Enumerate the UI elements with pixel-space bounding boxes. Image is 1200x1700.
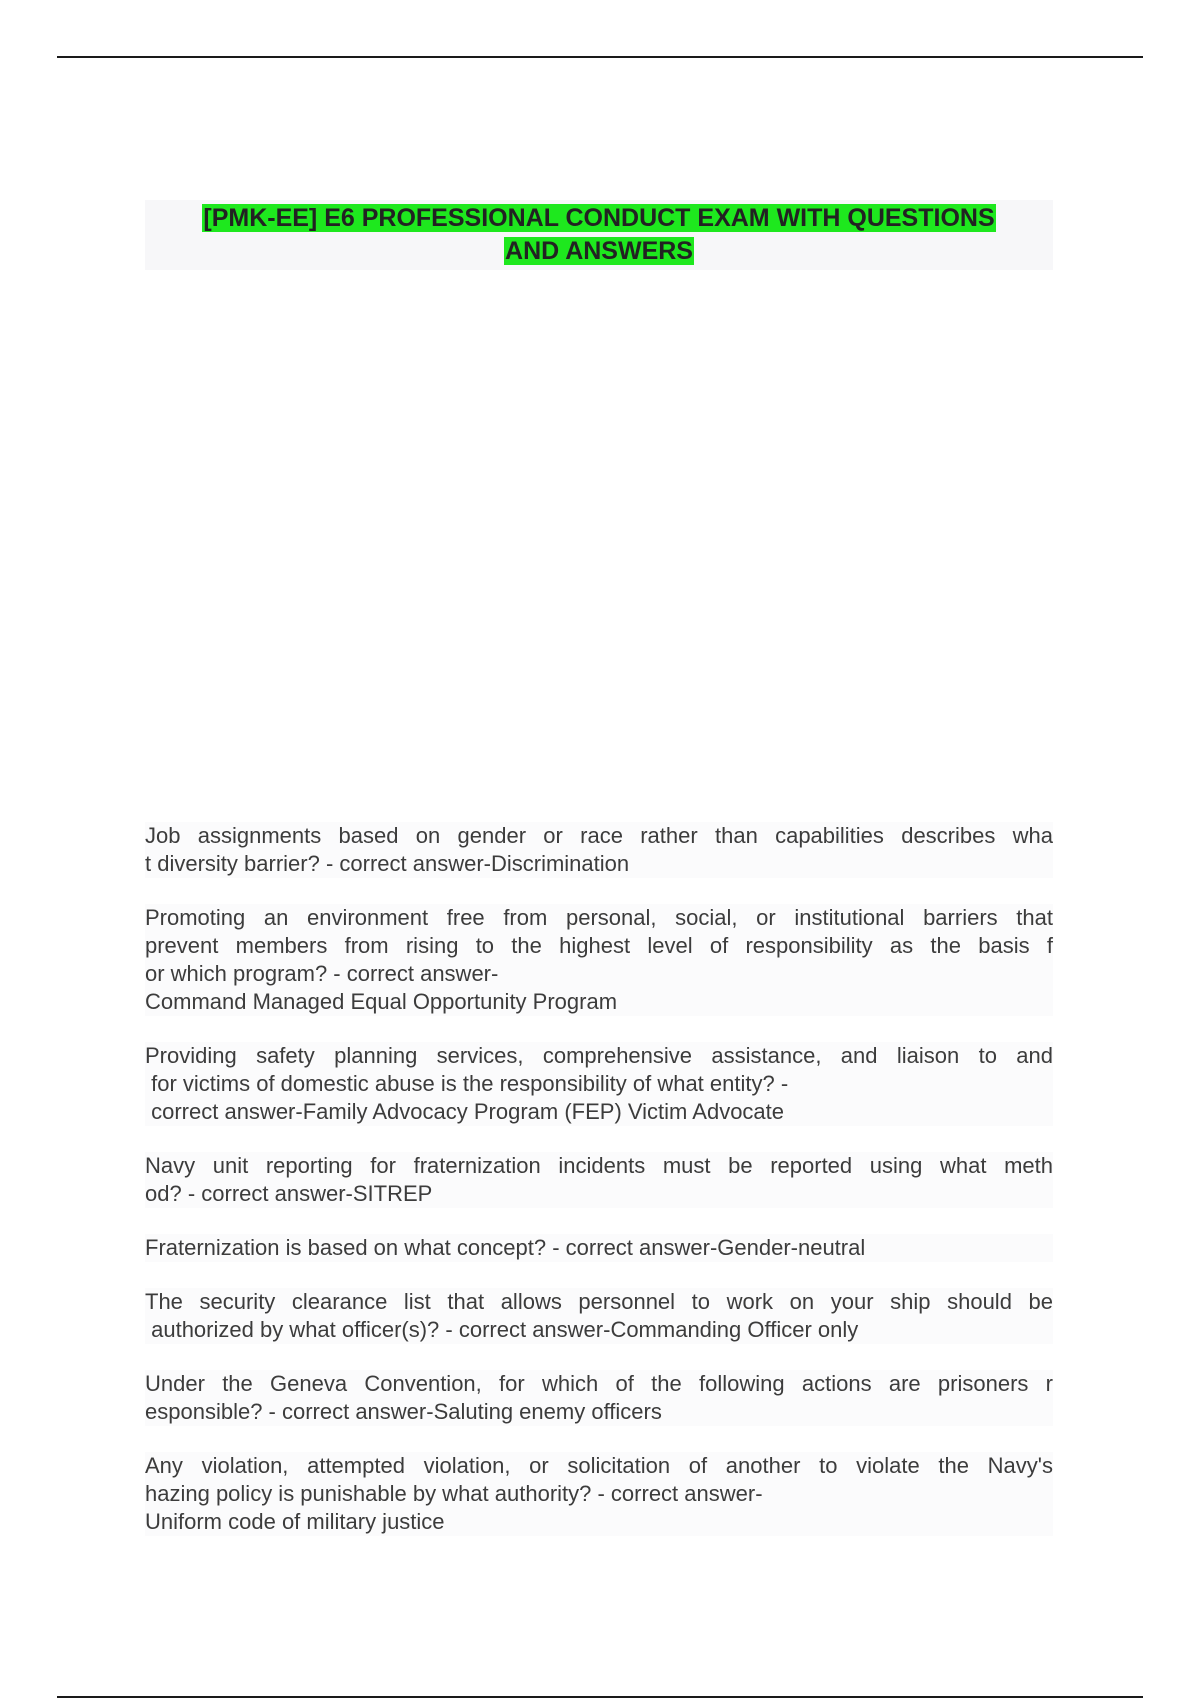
- qa-line: Fraternization is based on what concept? - correct answer-Gender-neutral: [145, 1235, 866, 1260]
- qa-line: esponsible? - correct answer-Saluting enemy officers: [145, 1399, 662, 1424]
- qa-line: The security clearance list that allows personnel to work on your ship should be: [145, 1289, 1053, 1314]
- qa-line: for victims of domestic abuse is the responsibility of what entity? -: [145, 1071, 789, 1096]
- qa-line: Under the Geneva Convention, for which of the following actions are prisoners r: [145, 1371, 1053, 1396]
- qa-item: [145, 1452, 1053, 1536]
- qa-line: Providing safety planning services, comprehensive assistance, and liaison to and: [145, 1043, 1053, 1068]
- document-title: [145, 200, 1053, 270]
- qa-line: Promoting an environment free from personal, social, or institutional barriers that: [145, 905, 1053, 930]
- qa-item: [145, 822, 1053, 878]
- qa-item: [145, 1042, 1053, 1126]
- qa-line: authorized by what officer(s)? - correct answer-Commanding Officer only: [145, 1317, 859, 1342]
- qa-item: [145, 1152, 1053, 1208]
- top-rule: [57, 56, 1143, 58]
- qa-line: Navy unit reporting for fraternization incidents must be reported using what meth: [145, 1153, 1053, 1178]
- qa-line: or which program? - correct answer-: [145, 961, 499, 986]
- qa-line: Job assignments based on gender or race rather than capabilities describes wha: [145, 823, 1053, 848]
- qa-list: [145, 822, 1053, 1562]
- qa-line: hazing policy is punishable by what authority? - correct answer-: [145, 1481, 763, 1506]
- title-line-2: AND ANSWERS: [505, 237, 693, 265]
- qa-line: t diversity barrier? - correct answer-Discrimination: [145, 851, 630, 876]
- qa-item: [145, 904, 1053, 1016]
- bottom-rule: [57, 1696, 1143, 1698]
- qa-line: Command Managed Equal Opportunity Program: [145, 989, 618, 1014]
- qa-item: [145, 1370, 1053, 1426]
- title-line-1: [PMK-EE] E6 PROFESSIONAL CONDUCT EXAM WITH QUESTIONS: [203, 204, 995, 232]
- qa-line: prevent members from rising to the highest level of responsibility as the basis f: [145, 933, 1053, 958]
- qa-item: [145, 1288, 1053, 1344]
- qa-line: correct answer-Family Advocacy Program (FEP) Victim Advocate: [145, 1099, 785, 1124]
- qa-item: [145, 1234, 1053, 1262]
- qa-line: od? - correct answer-SITREP: [145, 1181, 433, 1206]
- qa-line: Any violation, attempted violation, or solicitation of another to violate the Navy's: [145, 1453, 1053, 1478]
- qa-line: Uniform code of military justice: [145, 1509, 445, 1534]
